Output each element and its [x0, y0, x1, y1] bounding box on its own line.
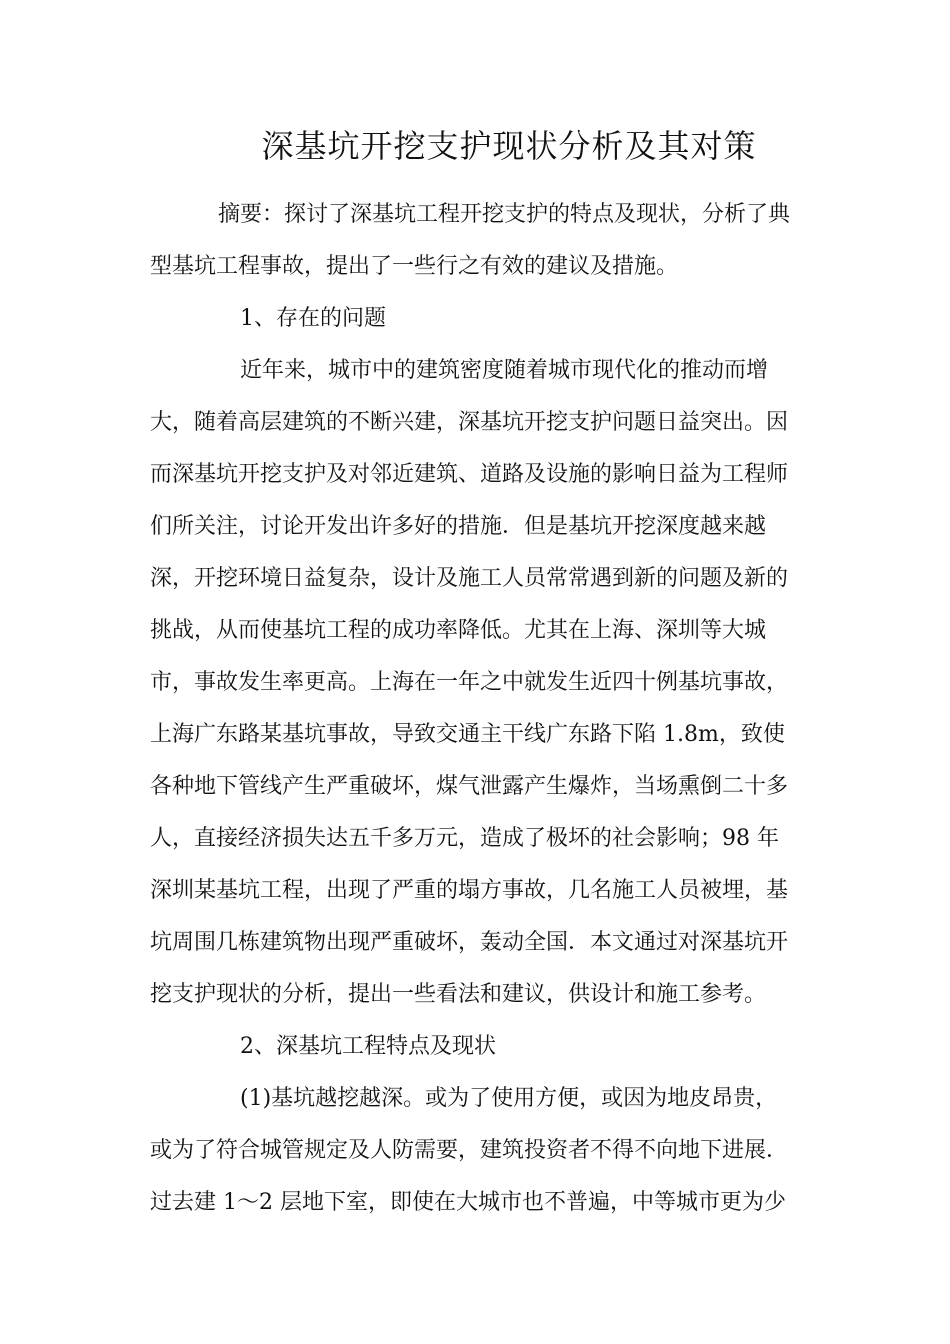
paragraph-line: 坑周围几栋建筑物出现严重破坏，轰动全国．本文通过对深基坑开: [150, 930, 789, 955]
paragraph-line: 过去建 1～2 层地下室，即使在大城市也不普遍，中等城市更为少: [150, 1190, 786, 1215]
paragraph-line: 人，直接经济损失达五千多万元，造成了极坏的社会影响；98 年: [150, 826, 779, 851]
section-heading-1: 1、存在的问题: [240, 306, 386, 331]
paragraph-line: 深，开挖环境日益复杂，设计及施工人员常常遇到新的问题及新的: [150, 566, 789, 591]
paragraph-line: 近年来，城市中的建筑密度随着城市现代化的推动而增: [240, 358, 769, 383]
paragraph-line: 市，事故发生率更高。上海在一年之中就发生近四十例基坑事故，: [150, 670, 789, 695]
paragraph-line: 各种地下管线产生严重破坏，煤气泄露产生爆炸，当场熏倒二十多: [150, 774, 789, 799]
paragraph-line: 大，随着高层建筑的不断兴建，深基坑开挖支护问题日益突出。因: [150, 410, 789, 435]
paragraph-line: 深圳某基坑工程，出现了严重的塌方事故，几名施工人员被埋，基: [150, 878, 789, 903]
paragraph-line: (1)基坑越挖越深。或为了使用方便，或因为地皮昂贵，: [240, 1086, 778, 1111]
section-heading-2: 2、深基坑工程特点及现状: [240, 1034, 496, 1059]
abstract-line-2: 型基坑工程事故，提出了一些行之有效的建议及措施。: [150, 254, 679, 279]
paragraph-line: 或为了符合城管规定及人防需要，建筑投资者不得不向地下进展．: [150, 1138, 789, 1163]
paragraph-line: 而深基坑开挖支护及对邻近建筑、道路及设施的影响日益为工程师: [150, 462, 789, 487]
paragraph-line: 们所关注，讨论开发出许多好的措施．但是基坑开挖深度越来越: [150, 514, 767, 539]
document-title: 深基坑开挖支护现状分析及其对策: [261, 127, 757, 165]
paragraph-line: 上海广东路某基坑事故，导致交通主干线广东路下陷 1.8m，致使: [150, 722, 785, 747]
paragraph-line: 挖支护现状的分析，提出一些看法和建议，供设计和施工参考。: [150, 982, 767, 1007]
paragraph-line: 挑战，从而使基坑工程的成功率降低。尤其在上海、深圳等大城: [150, 618, 767, 643]
abstract-line-1: 摘要：探讨了深基坑工程开挖支护的特点及现状，分析了典: [218, 202, 791, 227]
